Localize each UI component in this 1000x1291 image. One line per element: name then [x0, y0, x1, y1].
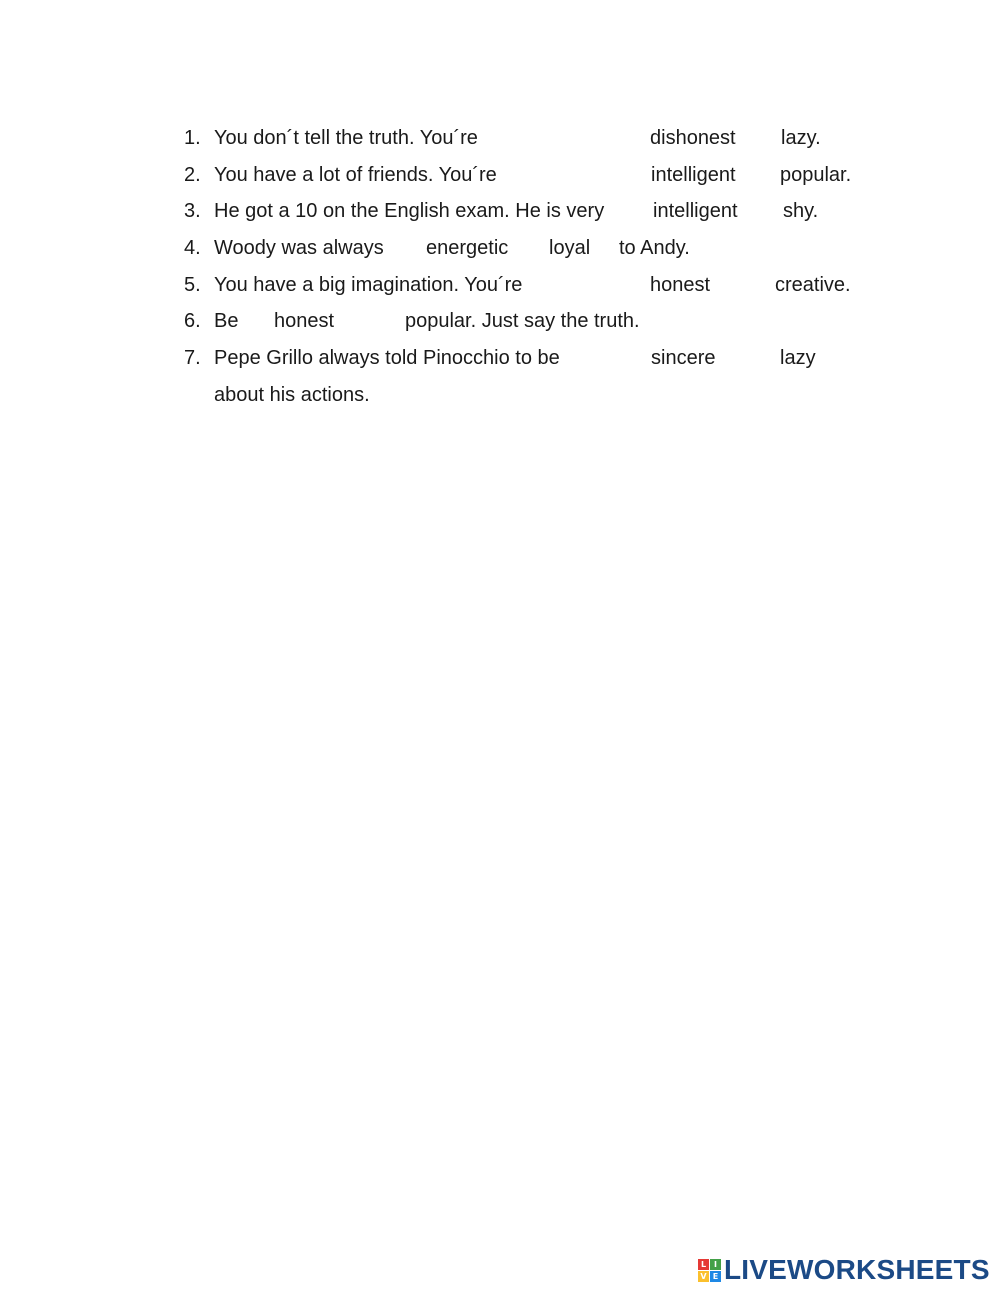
option-b[interactable]: popular.	[780, 164, 852, 186]
option-a[interactable]: energetic	[426, 237, 509, 259]
question-stem: Be	[214, 310, 239, 332]
option-b[interactable]: lazy.	[781, 127, 821, 149]
question-number: 2.	[184, 164, 201, 186]
logo-tile-l: L	[698, 1259, 709, 1270]
option-b[interactable]: shy.	[783, 200, 819, 222]
logo-tile-i: I	[710, 1259, 721, 1270]
question-stem: You have a lot of friends. You´re	[214, 164, 497, 186]
question-number: 3.	[184, 200, 201, 222]
question-stem: Pepe Grillo always told Pinocchio to be	[214, 347, 560, 369]
question-number: 4.	[184, 237, 201, 259]
option-a[interactable]: honest	[274, 310, 335, 332]
question-number: 1.	[184, 127, 201, 149]
option-a[interactable]: dishonest	[650, 127, 736, 149]
liveworksheets-logo	[698, 1255, 990, 1285]
option-b[interactable]: lazy	[780, 347, 816, 369]
logo-tile-e: E	[710, 1271, 721, 1282]
option-a[interactable]: intelligent	[651, 164, 736, 186]
option-b[interactable]: loyal	[549, 237, 591, 259]
question-tail: about his actions.	[214, 384, 370, 406]
option-a[interactable]: honest	[650, 274, 711, 296]
option-b[interactable]: creative.	[775, 274, 851, 296]
option-a[interactable]: intelligent	[653, 200, 738, 222]
question-stem: He got a 10 on the English exam. He is very	[214, 200, 605, 222]
question-number: 5.	[184, 274, 201, 296]
question-tail: to Andy.	[619, 237, 690, 259]
logo-text: LIVEWORKSHEETS	[724, 1254, 990, 1285]
question-stem: Woody was always	[214, 237, 384, 259]
option-b[interactable]: popular. Just say the truth.	[405, 310, 640, 332]
question-number: 6.	[184, 310, 201, 332]
liveworksheets-logo-icon	[698, 1259, 721, 1282]
question-stem: You don´t tell the truth. You´re	[214, 127, 478, 149]
question-number: 7.	[184, 347, 201, 369]
logo-tile-v: V	[698, 1271, 709, 1282]
question-stem: You have a big imagination. You´re	[214, 274, 523, 296]
option-a[interactable]: sincere	[651, 347, 716, 369]
